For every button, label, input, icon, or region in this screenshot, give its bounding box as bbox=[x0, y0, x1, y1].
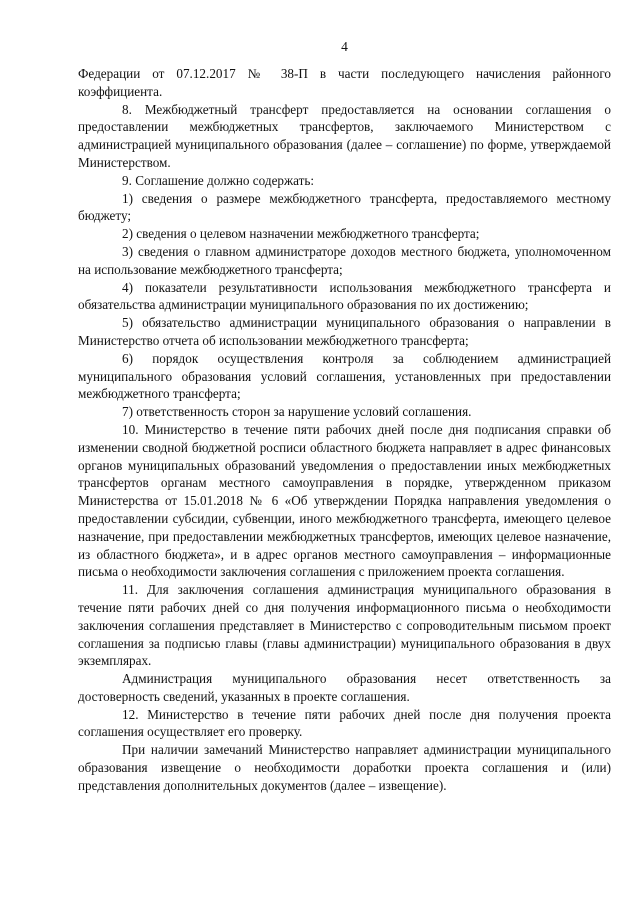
subitem-1: 1) сведения о размере межбюджетного трансферта, предоставляемого местному бюджету; bbox=[78, 190, 611, 224]
paragraph-remarks: При наличии замечаний Министерство направляет администрации муниципального образования извещение о необходимости доработки проекта соглашения и (или) представления дополнительных документов (далее – извещение). bbox=[78, 742, 611, 793]
paragraph-continuation: Федерации от 07.12.2017 № 38-П в части последующего начисления районного коэффициента. bbox=[78, 66, 611, 99]
paragraph-item-11: 11. Для заключения соглашения администрация муниципального образования в течение пяти рабочих дней со дня получения информационного письма о необходимости заключения соглашения представляет в Министерство с сопроводительным письмом проект соглашения за подписью главы (главы администрации) муниципального образования в двух экземплярах. bbox=[78, 582, 611, 669]
paragraph-item-9: 9. Соглашение должно содержать: bbox=[122, 172, 315, 188]
subitem-5: 5) обязательство администрации муниципального образования о направлении в Министерство отчета об использовании межбюджетного трансферта; bbox=[78, 315, 611, 348]
subitem-3: 3) сведения о главном администраторе доходов местного бюджета, уполномоченном на использование межбюджетного трансферта; bbox=[78, 243, 611, 277]
paragraph-responsibility: Администрация муниципального образования несет ответственность за достоверность сведений, указанных в проекте соглашения. bbox=[78, 671, 611, 704]
subitem-4: 4) показатели результативности использования межбюджетного трансферта и обязательства администрации муниципального образования по их достижению; bbox=[78, 279, 611, 313]
page-number: 4 bbox=[341, 39, 348, 54]
subitem-2: 2) сведения о целевом назначении межбюджетного трансферта; bbox=[122, 226, 480, 242]
subitem-7: 7) ответственность сторон за нарушение условий соглашения. bbox=[122, 404, 472, 420]
paragraph-item-10: 10. Министерство в течение пяти рабочих дней после дня подписания справки об изменении сводной бюджетной росписи областного бюджета направляет в адрес финансовых органов муниципальных образований уведомления о предоставлении иных межбюджетных трансфертов органам местного самоуправления в порядке, утвержденном приказом Министерства от 15.01.2018 № 6 «Об утверждении Порядка направления уведомления о предоставлении субсидии, субвенции, иного межбюджетного трансферта, имеющего целевое назначение, при предоставлении межбюджетных трансфертов, имеющих целевое назначение, из областного бюджета», и в адрес органов местного самоуправления – информационные письма о необходимости заключения соглашения с приложением проекта соглашения. bbox=[78, 421, 611, 580]
subitem-6: 6) порядок осуществления контроля за соблюдением администрацией муниципального образования условий соглашения, установленных при предоставлении межбюджетного трансферта; bbox=[78, 350, 611, 402]
paragraph-item-12: 12. Министерство в течение пяти рабочих дней после дня получения проекта соглашения осуществляет его проверку. bbox=[78, 706, 611, 740]
paragraph-item-8: 8. Межбюджетный трансферт предоставляется на основании соглашения о предоставлении межбюджетных трансфертов, заключаемого Министерством с администрацией муниципального образования (далее – соглашение) по форме, утверждаемой Министерством. bbox=[78, 101, 611, 170]
document-page bbox=[78, 38, 611, 795]
